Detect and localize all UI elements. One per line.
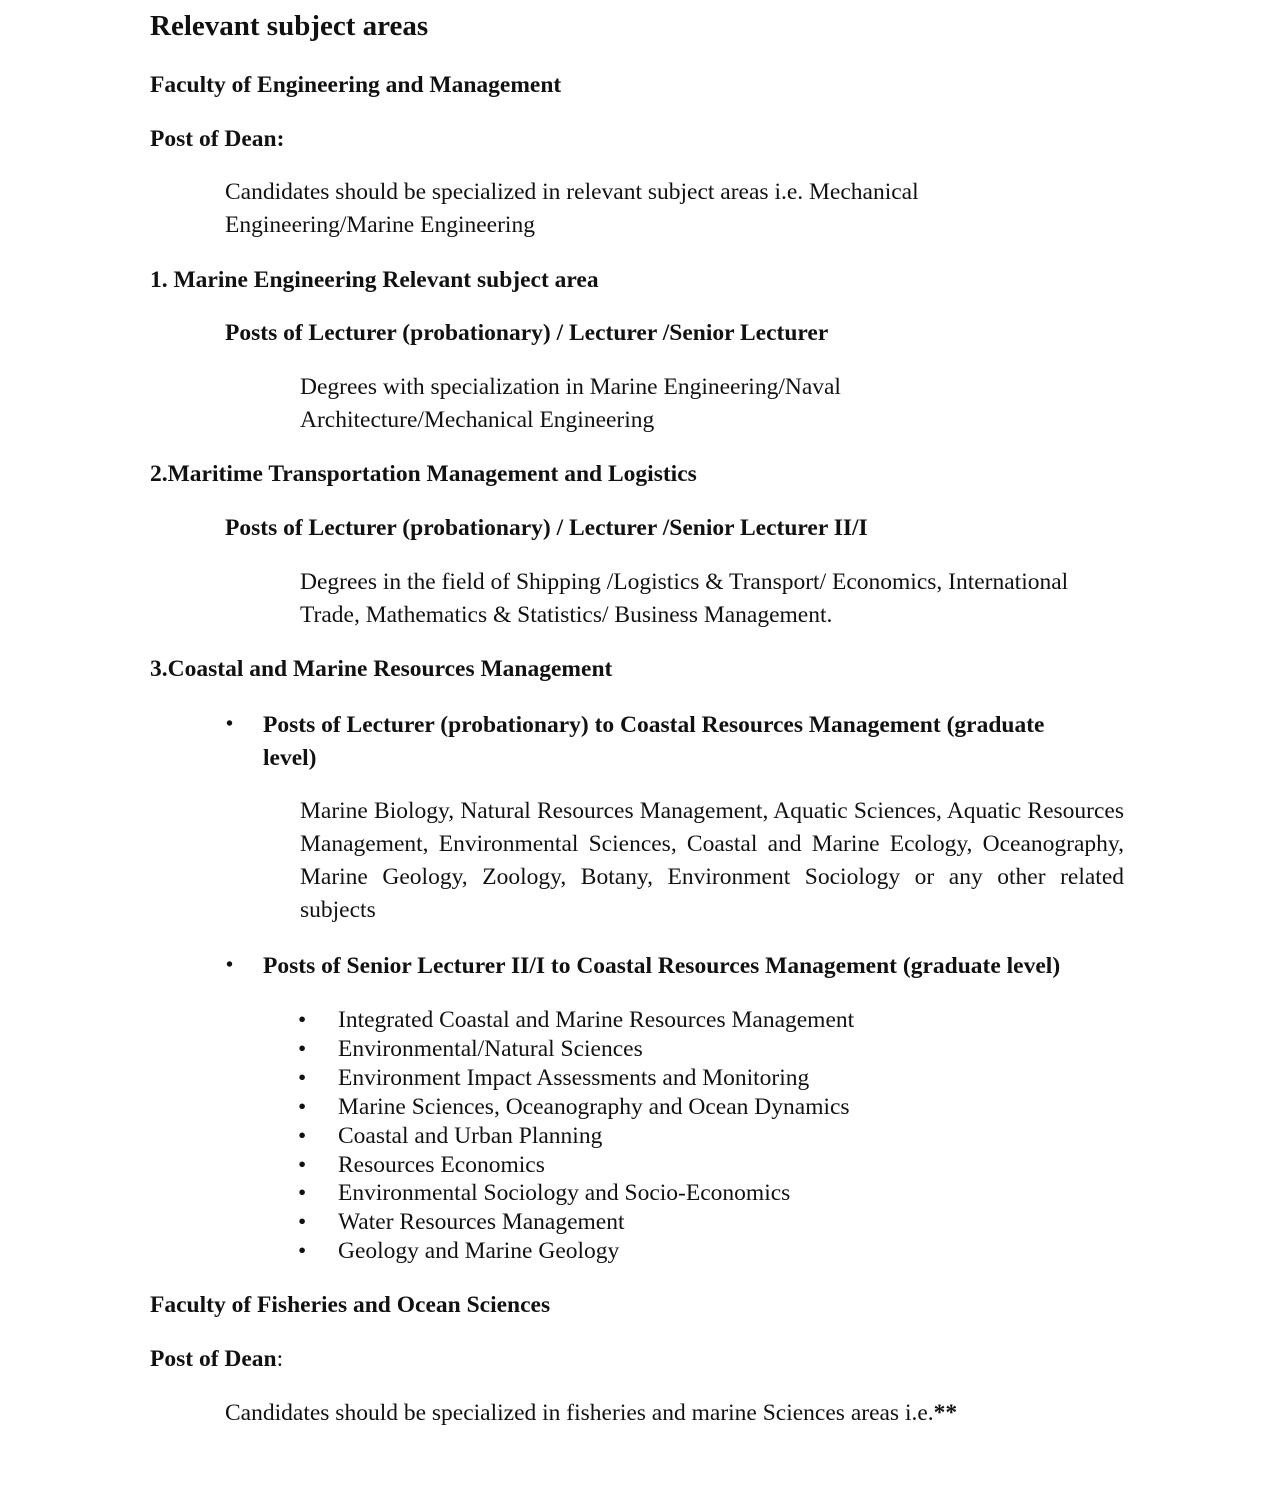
section1-text-line2: Architecture/Mechanical Engineering: [300, 407, 655, 433]
list-item: [298, 1237, 854, 1266]
list-item: [298, 1179, 854, 1208]
fisheries-dean-label-line: [150, 1346, 283, 1373]
bullet-icon: •: [226, 954, 234, 976]
engineering-dean-text-line1: Candidates should be specialized in relevant subject areas i.e. Mechanical: [225, 179, 919, 205]
subject-label: Geology and Marine Geology: [338, 1238, 620, 1265]
engineering-dean-label: Post of Dean:: [150, 126, 285, 152]
subject-label: Environment Impact Assessments and Monitoring: [338, 1064, 810, 1091]
subject-label: Marine Sciences, Oceanography and Ocean Dynamics: [338, 1093, 850, 1120]
fisheries-dean-label: Post of Dean: [150, 1346, 277, 1372]
bullet-icon: •: [298, 1064, 307, 1091]
fisheries-dean-text-suffix: **: [933, 1400, 958, 1426]
bullet-icon: •: [298, 1007, 307, 1033]
section3-post1-line1: Posts of Lecturer (probationary) to Coastal Resources Management (graduate: [263, 712, 1045, 738]
subject-label: Environmental Sociology and Socio-Economics: [338, 1180, 791, 1207]
fisheries-dean-text: Candidates should be specialized in fisheries and marine Sciences areas i.e.: [225, 1400, 934, 1426]
subject-list: [298, 1006, 854, 1266]
bullet-icon: •: [298, 1238, 307, 1265]
faculty-fisheries-heading: Faculty of Fisheries and Ocean Sciences: [150, 1292, 551, 1318]
bullet-icon: •: [298, 1122, 307, 1149]
fisheries-dean-text-line: [225, 1397, 957, 1430]
section2-text-line1: Degrees in the field of Shipping /Logistics & Transport/ Economics, International: [300, 569, 1069, 595]
bullet-icon: •: [298, 1180, 307, 1207]
section2-posts: Posts of Lecturer (probationary) / Lecturer /Senior Lecturer II/I: [225, 515, 868, 541]
section2-text-line2: Trade, Mathematics & Statistics/ Business Management.: [300, 602, 833, 628]
list-item: [298, 1151, 854, 1180]
bullet-icon: •: [298, 1151, 307, 1178]
list-item: [298, 1006, 854, 1035]
engineering-dean-text-line2: Engineering/Marine Engineering: [225, 212, 535, 238]
subject-label: Integrated Coastal and Marine Resources Management: [338, 1007, 855, 1033]
section3-post1-text: Marine Biology, Natural Resources Management, Aquatic Sciences, Aquatic Resources Management, Environmental Sciences, Coastal and Marine Ecology, Oceanography, Marine Geology, Zoology, Botany, Environment Sociology or any other related subjects: [300, 798, 1124, 923]
faculty-engineering-heading: Faculty of Engineering and Management: [150, 72, 562, 98]
section2-heading: 2.Maritime Transportation Management and Logistics: [150, 461, 697, 487]
section3-post2: Posts of Senior Lecturer II/I to Coastal Resources Management (graduate level): [263, 953, 1061, 979]
bullet-icon: •: [298, 1035, 307, 1062]
bullet-icon: •: [298, 1209, 307, 1236]
section3-heading: 3.Coastal and Marine Resources Management: [150, 656, 613, 682]
section3-post1-line2: level): [263, 745, 317, 771]
subject-label: Environmental/Natural Sciences: [338, 1035, 643, 1062]
list-item: [298, 1122, 854, 1151]
page-title: Relevant subject areas: [150, 10, 429, 42]
section1-heading: 1. Marine Engineering Relevant subject area: [150, 267, 599, 293]
list-item: [298, 1208, 854, 1237]
bullet-icon: •: [226, 713, 234, 735]
list-item: [298, 1035, 854, 1064]
list-item: [298, 1064, 854, 1093]
fisheries-dean-colon: :: [276, 1346, 284, 1372]
section1-text-line1: Degrees with specialization in Marine Engineering/Naval: [300, 374, 841, 400]
subject-label: Coastal and Urban Planning: [338, 1122, 603, 1149]
subject-label: Water Resources Management: [338, 1209, 625, 1236]
subject-label: Resources Economics: [338, 1151, 545, 1178]
list-item: [298, 1093, 854, 1122]
bullet-icon: •: [298, 1093, 307, 1120]
section1-posts: Posts of Lecturer (probationary) / Lecturer /Senior Lecturer: [225, 320, 829, 346]
